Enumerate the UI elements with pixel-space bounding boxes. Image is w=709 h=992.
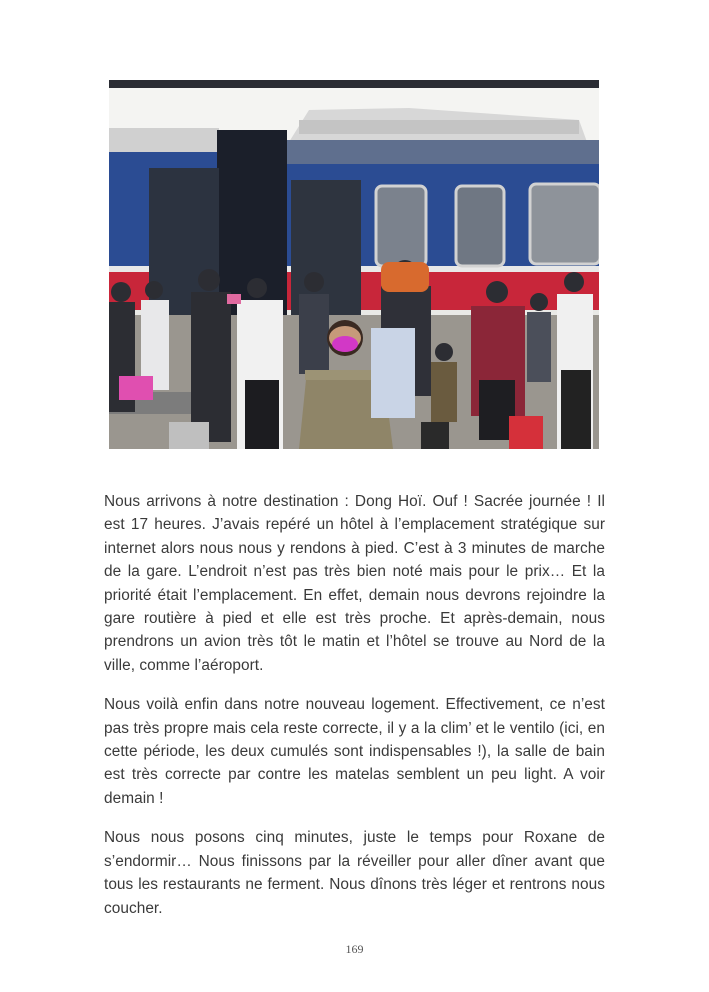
body-text	[104, 490, 605, 936]
paragraph-dinner: Nous nous posons cinq minutes, juste le temps pour Roxane de s’endormir… Nous finissons par la réveiller pour aller dîner avant que tous les restaurants ne ferment. Nous dînons très léger et rentrons nous coucher.	[104, 829, 605, 917]
page-number: 169	[345, 942, 364, 956]
paragraph-lodging: Nous voilà enfin dans notre nouveau logement. Effectivement, ce n’est pas très propre mais cela reste correcte, il y a la clim’ et le ventilo (ici, en cette période, les deux cumulés sont indispensables !), la salle de bain est très correcte par contre les matelas semblent un peu light. A voir demain !	[104, 696, 605, 807]
paragraph-arrival: Nous arrivons à notre destination : Dong Hoï. Ouf ! Sacrée journée ! Il est 17 heures. J’avais repéré un hôtel à l’emplacement stratégique sur internet alors nous nous y rendons à pied. C’est à 3 minutes de marche de la gare. L’endroit n’est pas très bien noté mais pour le prix… Et la priorité était l’emplacement. En effet, demain nous devrons rejoindre la gare routière à pied et elle est très proche. Et après-demain, nous prendrons un avion très tôt le matin et l’hôtel se trouve au Nord de la ville, comme l’aéroport.	[104, 493, 605, 674]
train-station-photo	[109, 80, 599, 449]
